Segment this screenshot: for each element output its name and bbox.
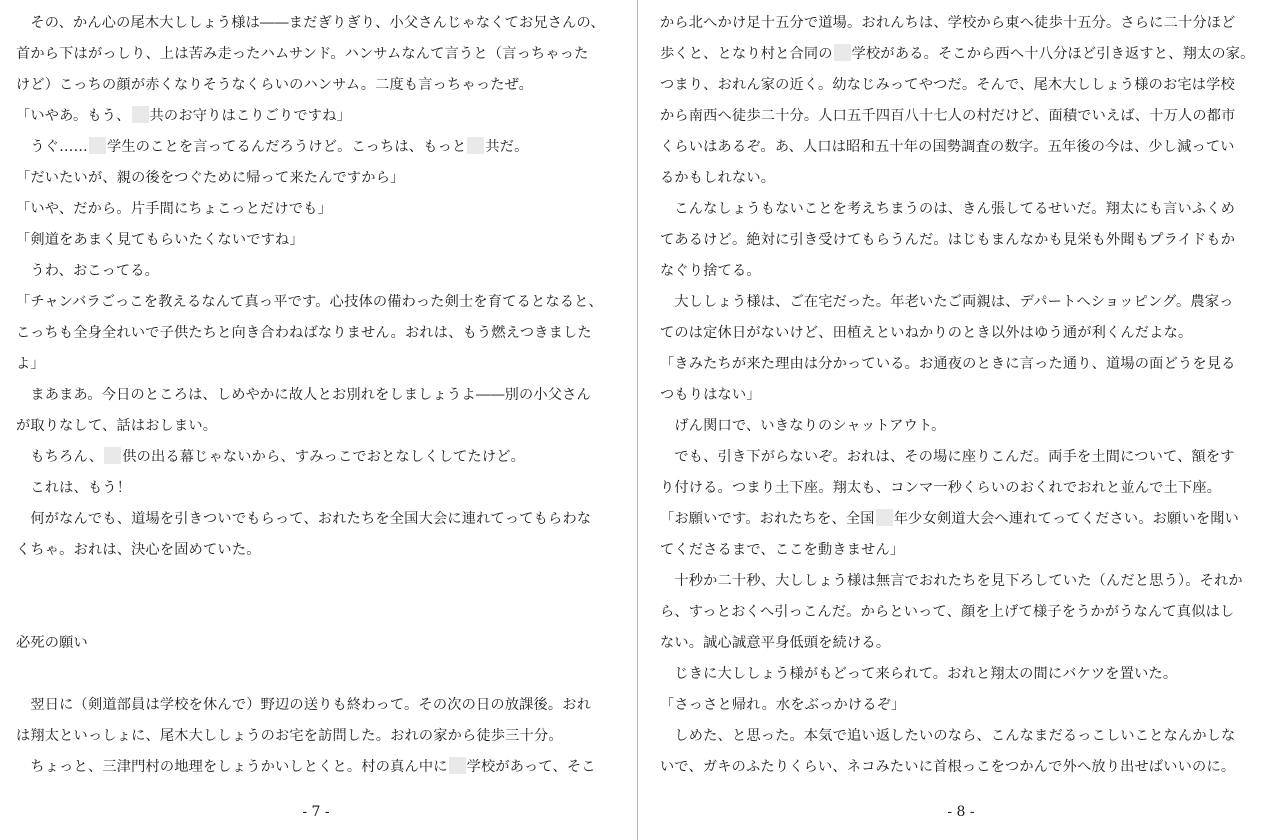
redaction-box <box>89 137 106 154</box>
text-segment: げん関口で、いきなりのシャットアウト。 <box>660 418 946 434</box>
text-segment: うぐ…… <box>16 139 88 155</box>
text-segment: うわ、おこってる。 <box>16 263 160 279</box>
text-line <box>660 101 1262 132</box>
text-segment: から南西へ徒歩二十分。人口五千四百八十七人の村だけど、面積でいえば、十万人の都市 <box>660 108 1236 124</box>
text-line <box>660 504 1262 535</box>
text-segment: 歩くと、となり村と合同の <box>660 46 833 62</box>
text-line <box>16 163 616 194</box>
text-segment: 「だいたいが、親の後をつぐために帰って来たんですから」 <box>16 170 405 186</box>
text-segment: が取りなして、話はおしまい。 <box>16 418 218 434</box>
text-segment: 「チャンバラごっこを教えるなんて真っ平です。心技体の備わった剣士を育てるとなると、 <box>16 294 603 310</box>
redaction-box <box>449 757 466 774</box>
text-line <box>16 752 616 783</box>
text-segment: ら、すっとおくへ引っこんだ。からといって、顔を上げて様子をうかがうなんて真似はし <box>660 604 1235 620</box>
text-line <box>660 442 1262 473</box>
text-line <box>16 132 616 163</box>
text-segment: てのは定休日がないけど、田植えといねかりのとき以外はゆう通が利くんだよな。 <box>660 325 1193 341</box>
text-segment: 何がなんでも、道場を引きついでもらって、おれたちを全国大会に連れてってもらわな <box>16 511 592 527</box>
text-segment: その、かん心の尾木大ししょう様は――まだぎりぎり、小父さんじゃなくてお兄さんの、 <box>16 15 605 31</box>
text-segment: まあまあ。今日のところは、しめやかに故人とお別れをしましょうよ――別の小父さん <box>16 387 591 403</box>
text-segment: ない。誠心誠意平身低頭を続ける。 <box>660 635 891 651</box>
text-line <box>660 70 1262 101</box>
redaction-box <box>467 137 484 154</box>
text-segment: 大ししょう様は、ご在宅だった。年老いたご両親は、デパートへショッピング。農家っ <box>660 294 1234 310</box>
text-line <box>660 721 1262 752</box>
text-segment: 学校がある。そこから西へ十八分ほど引き返すと、翔太の家。 <box>851 46 1255 62</box>
text-line <box>660 225 1262 256</box>
text-segment: 必死の願い <box>16 635 88 651</box>
text-segment: くらいはあるぞ。あ、人口は昭和五十年の国勢調査の数字。五年後の今は、少し減ってい <box>660 139 1235 155</box>
text-line <box>16 535 616 566</box>
left-page-text <box>16 8 616 783</box>
blank-line <box>16 597 616 628</box>
text-segment: 供の出る幕じゃないから、すみっこでおとなしくしてたけど。 <box>122 449 526 465</box>
redaction-box <box>132 106 149 123</box>
text-segment: いで、ガキのふたりくらい、ネコみたいに首根っこをつかんで外へ放り出せばいいのに。 <box>660 759 1236 775</box>
text-segment: つもりはない」 <box>660 387 761 403</box>
redaction-box <box>876 509 893 526</box>
text-line <box>16 473 616 504</box>
text-line <box>660 566 1262 597</box>
text-segment: 年少女剣道大会へ連れてってください。お願いを聞い <box>893 511 1239 527</box>
text-segment: 「お願いです。おれたちを、全国 <box>660 511 875 527</box>
text-segment: じきに大ししょう様がもどって来られて。おれと翔太の間にバケツを置いた。 <box>660 666 1178 682</box>
text-segment: くちゃ。おれは、決心を固めていた。 <box>16 542 261 558</box>
text-line <box>660 473 1262 504</box>
text-line <box>660 39 1262 70</box>
text-line <box>16 287 616 318</box>
text-segment: これは、もう！ <box>16 480 132 496</box>
right-page-text <box>660 8 1262 783</box>
text-line <box>16 628 616 659</box>
text-line <box>660 287 1262 318</box>
text-line <box>16 256 616 287</box>
right-page-number: - 8 - <box>947 804 975 820</box>
text-segment: 学校があって、そこ <box>466 759 596 775</box>
text-line <box>660 163 1262 194</box>
text-segment: 「さっさと帰れ。水をぶっかけるぞ」 <box>660 697 906 713</box>
text-segment: てあるけど。絶対に引き受けてもらうんだ。はじもまんなかも見栄も外聞もプライドもか <box>660 232 1236 248</box>
text-line <box>660 659 1262 690</box>
text-line <box>16 504 616 535</box>
text-segment: よ」 <box>16 356 45 372</box>
text-line <box>660 8 1262 39</box>
text-segment: 学生のことを言ってるんだろうけど。こっちは、もっと <box>106 139 467 155</box>
text-line <box>660 380 1262 411</box>
text-segment: しめた、と思った。本気で追い返したいのなら、こんなまだるっこしいことなんかしな <box>660 728 1236 744</box>
blank-line <box>16 566 616 597</box>
text-segment: なぐり捨てる。 <box>660 263 761 279</box>
text-line <box>660 752 1262 783</box>
text-line <box>660 132 1262 163</box>
text-line <box>16 318 616 349</box>
text-segment: 「いや、だから。片手間にちょこっとだけでも」 <box>16 201 332 217</box>
text-line <box>16 442 616 473</box>
text-line <box>16 194 616 225</box>
text-segment: り付ける。つまり土下座。翔太も、コンマ一秒くらいのおくれでおれと並んで土下座。 <box>660 480 1222 496</box>
text-segment: てくださるまで、ここを動きません」 <box>660 542 905 558</box>
text-line <box>660 597 1262 628</box>
text-segment: 「いやあ。もう、 <box>16 108 131 124</box>
text-line <box>16 101 616 132</box>
text-segment: こんなしょうもないことを考えちまうのは、きん張してるせいだ。翔太にも言いふくめ <box>660 201 1236 217</box>
text-segment: こっちも全身全れいで子供たちと向き合わねばなりません。おれは、もう燃えつきました <box>16 325 592 341</box>
text-segment: 首から下はがっしり、上は苦み走ったハムサンド。ハンサムなんて言うと（言っちゃった <box>16 46 589 62</box>
text-line <box>660 318 1262 349</box>
text-line <box>660 628 1262 659</box>
left-page-number: - 7 - <box>302 804 330 820</box>
text-segment: でも、引き下がらないぞ。おれは、その場に座りこんだ。両手を土間について、額をす <box>660 449 1235 465</box>
text-line <box>16 8 616 39</box>
text-line <box>16 721 616 752</box>
text-line <box>16 39 616 70</box>
text-segment: から北へかけ足十五分で道場。おれんちは、学校から東へ徒歩十五分。さらに二十分ほど <box>660 15 1236 31</box>
text-line <box>660 256 1262 287</box>
text-segment: ちょっと、三津門村の地理をしょうかいしとくと。村の真ん中に <box>16 759 448 775</box>
text-line <box>660 411 1262 442</box>
redaction-box <box>104 447 121 464</box>
blank-line <box>16 659 616 690</box>
text-line <box>16 411 616 442</box>
text-segment: 翌日に（剣道部員は学校を休んで）野辺の送りも終わって。その次の日の放課後。おれ <box>16 697 592 713</box>
text-segment: けど）こっちの顔が赤くなりそうなくらいのハンサム。二度も言っちゃったぜ。 <box>16 77 533 93</box>
text-segment: 共だ。 <box>485 139 529 155</box>
left-page <box>16 0 616 840</box>
text-segment: 共のお守りはこりごりですね」 <box>149 108 351 124</box>
text-segment: るかもしれない。 <box>660 170 776 186</box>
text-segment: 十秒か二十秒、大ししょう様は無言でおれたちを見下ろしていた（んだと思う）。それか <box>660 573 1243 589</box>
text-line <box>16 349 616 380</box>
text-segment: 「きみたちが来た理由は分かっている。お通夜のときに言った通り、道場の面どうを見る <box>660 356 1236 372</box>
text-segment: もちろん、 <box>16 449 104 465</box>
right-page <box>660 0 1262 840</box>
text-line <box>16 70 616 101</box>
page-divider <box>637 0 638 840</box>
text-segment: は翔太といっしょに、尾木大ししょうのお宅を訪問した。おれの家から徒歩三十分。 <box>16 728 563 744</box>
redaction-box <box>834 44 851 61</box>
text-line <box>660 690 1262 721</box>
text-line <box>660 535 1262 566</box>
text-line <box>660 349 1262 380</box>
text-line <box>660 194 1262 225</box>
text-line <box>16 225 616 256</box>
text-line <box>16 690 616 721</box>
text-segment: 「剣道をあまく見てもらいたくないですね」 <box>16 232 304 248</box>
text-segment: つまり、おれん家の近く。幼なじみってやつだ。そんで、尾木大ししょう様のお宅は学校 <box>660 77 1235 93</box>
text-line <box>16 380 616 411</box>
